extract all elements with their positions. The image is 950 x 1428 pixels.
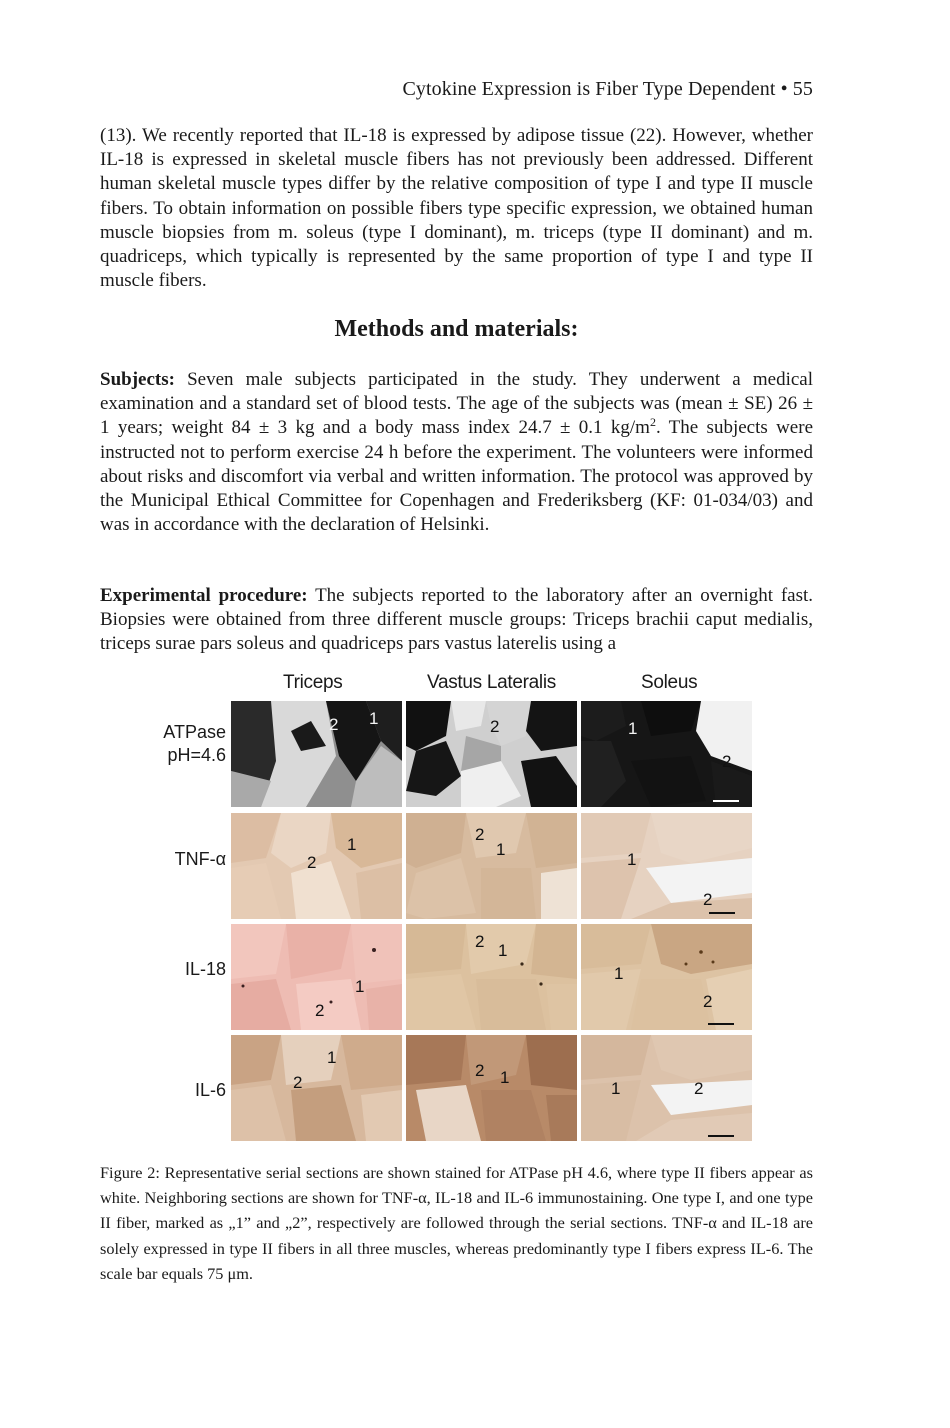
scale-bar xyxy=(708,1023,734,1025)
row-label-atpase: ATPase pH=4.6 xyxy=(163,722,226,765)
marker-type1: 1 xyxy=(611,1079,621,1098)
subjects-superscript: 2 xyxy=(649,415,656,430)
subjects-label: Subjects: xyxy=(100,369,175,390)
panel-il6-vastus xyxy=(406,1035,577,1141)
marker-type1: 1 xyxy=(327,1048,337,1067)
marker-type1: 1 xyxy=(614,964,624,983)
marker-type1: 1 xyxy=(355,977,365,996)
micrograph-il18-soleus xyxy=(581,924,752,1030)
row-label-il18: IL-18 xyxy=(184,959,226,979)
panel-il18-soleus xyxy=(581,924,752,1030)
marker-type2: 2 xyxy=(315,1001,325,1020)
micrograph-tnf-triceps xyxy=(231,813,402,919)
column-header-soleus: Soleus xyxy=(641,672,698,693)
procedure-label: Experimental procedure: xyxy=(100,585,308,606)
micrograph-il6-triceps xyxy=(231,1035,402,1141)
section-heading: Methods and materials: xyxy=(334,316,579,342)
marker-type1: 1 xyxy=(347,835,357,854)
marker-type1: 1 xyxy=(496,840,506,859)
marker-type2: 2 xyxy=(475,825,485,844)
figure-2 xyxy=(140,668,780,1148)
panel-il6-triceps xyxy=(231,1035,402,1141)
micrograph-tnf-soleus xyxy=(581,813,752,919)
marker-type1: 1 xyxy=(498,941,508,960)
marker-type2: 2 xyxy=(329,715,339,734)
marker-type2: 2 xyxy=(490,717,500,736)
subjects-paragraph xyxy=(100,368,813,537)
scale-bar xyxy=(713,800,739,802)
marker-type2: 2 xyxy=(703,890,713,909)
marker-type2: 2 xyxy=(722,752,732,771)
row-label-tnf: TNF-α xyxy=(174,849,226,869)
procedure-paragraph xyxy=(100,584,813,657)
marker-type2: 2 xyxy=(703,992,713,1011)
marker-type1: 1 xyxy=(628,719,638,738)
column-header-triceps: Triceps xyxy=(283,672,343,693)
procedure-text: The subjects reported to the laboratory after an overnight fast. Biopsies were obtained from three different muscle groups: Triceps brachii caput medialis, triceps surae pars soleus and quadriceps pars vastus laterelis using a xyxy=(100,585,814,655)
scale-bar xyxy=(708,1135,734,1137)
micrograph-il6-vastus xyxy=(406,1035,577,1141)
row-label-il6: IL-6 xyxy=(194,1080,226,1100)
micrograph-il18-vastus xyxy=(406,924,577,1030)
panel-tnf-soleus xyxy=(581,813,752,919)
intro-paragraph: (13). We recently reported that IL-18 is expressed by adipose tissue (22). However, whether IL-18 is expressed in skeletal muscle fibers has not previously been addressed. Different human skeletal muscle types differ by the relative composition of type I and type II muscle fibers. To obtain information on possible fibers type specific expression, we obtained human muscle biopsies from m. soleus (type I dominant), m. triceps (type II dominant) and m. quadriceps, which typically is represented by the same proportion of type I and type II muscle fibers. xyxy=(100,125,813,292)
marker-type1: 1 xyxy=(500,1068,510,1087)
marker-type2: 2 xyxy=(475,932,485,951)
marker-type2: 2 xyxy=(475,1061,485,1080)
scale-bar xyxy=(709,912,735,914)
marker-type2: 2 xyxy=(293,1073,303,1092)
marker-type2: 2 xyxy=(694,1079,704,1098)
panel-atpase-vastus xyxy=(406,701,577,807)
panel-il18-triceps xyxy=(231,924,402,1030)
marker-type2: 2 xyxy=(307,853,317,872)
marker-type1: 1 xyxy=(369,709,379,728)
subjects-text-b: . The subjects were instructed not to perform exercise 24 h before the experiment. The volunteers were informed about risks and discomfort via verbal and written information. The protocol was approved by the Municipal Ethical Committee for Copenhagen and Frederiksberg (KF: 01-034/03) and was in accordance with the declaration of Helsinki. xyxy=(100,417,813,536)
column-header-vastus-lateralis: Vastus Lateralis xyxy=(427,672,556,693)
panel-atpase-triceps xyxy=(231,701,402,807)
panel-tnf-vastus xyxy=(406,813,577,919)
panel-tnf-triceps xyxy=(231,813,402,919)
figure-caption: Figure 2: Representative serial sections are shown stained for ATPase pH 4.6, where type II fibers appear as white. Neighboring sections are shown for TNF-α, IL-18 and IL-6 immunostaining. One type I, and one type II fiber, marked as „1” and „2”, respectively are followed through the serial sections. TNF-α and IL-18 are solely expressed in type II fibers in all three muscles, whereas predominantly type I fibers express IL-6. The scale bar equals 75 μm. xyxy=(100,1163,813,1283)
micrograph-il6-soleus xyxy=(581,1035,752,1141)
running-head: Cytokine Expression is Fiber Type Dependent • 55 xyxy=(402,78,813,100)
marker-type1: 1 xyxy=(627,850,637,869)
panel-il6-soleus xyxy=(581,1035,752,1141)
subjects-text-a: Seven male subjects participated in the study. They underwent a medical examination and a standard set of blood tests. The age of the subjects was (mean ± SE) 26 ± 1 years; weight 84 ± 3 kg and a body mass index 24.7 ± 0.1 kg/m xyxy=(100,369,813,439)
panel-il18-vastus xyxy=(406,924,577,1030)
micrograph-tnf-vastus xyxy=(406,813,577,919)
panel-atpase-soleus xyxy=(581,701,752,807)
